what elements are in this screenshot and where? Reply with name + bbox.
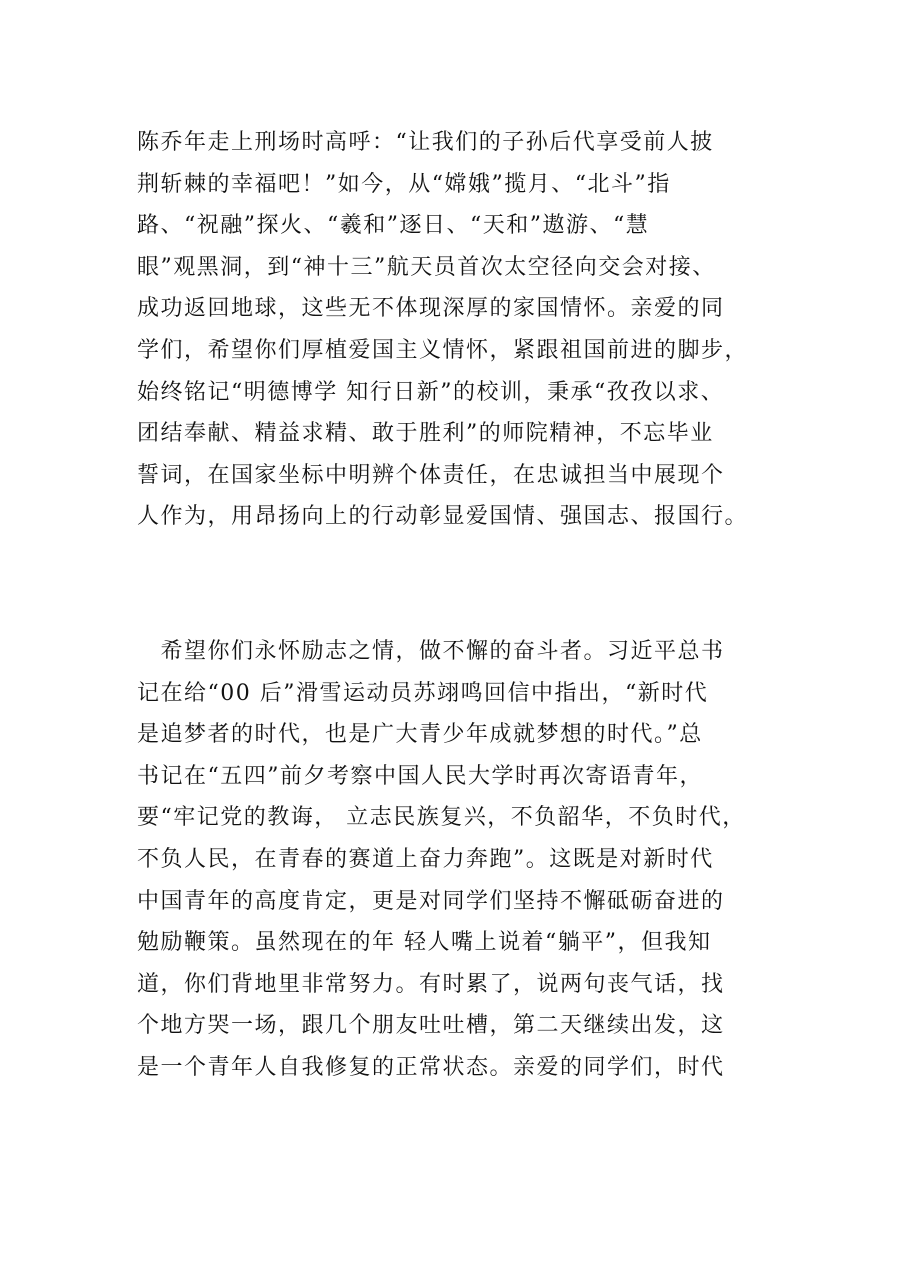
text-line: 记在给“00 后”滑雪运动员苏翊鸣回信中指出，“新时代: [137, 680, 709, 706]
text-line: 书记在“五四”前夕考察中国人民大学时再次寄语青年，: [137, 763, 703, 789]
text-line: 道，你们背地里非常努力。有时累了，说两句丧气话，找: [137, 971, 725, 997]
text-line: 是一个青年人自我修复的正常状态。亲爱的同学们，时代: [137, 1054, 725, 1080]
text-line: 陈乔年走上刑场时高呼：“让我们的子孙后代享受前人披: [137, 130, 714, 155]
text-line: 不负人民，在青春的赛道上奋力奔跑”。这既是对新时代: [137, 846, 714, 872]
text-line: 团结奉献、精益求精、敢于胜利”的师院精神，不忘毕业: [137, 421, 714, 447]
text-line: 始终铭记“明德博学 知行日新”的校训，秉承“孜孜以求、: [137, 379, 725, 405]
text-line: 誓词，在国家坐标中明辨个体责任，在忠诚担当中展现个: [137, 462, 725, 488]
text-line: 眼”观黑洞，到“神十三”航天员首次太空径向交会对接、: [137, 254, 716, 280]
paragraph-1: [137, 122, 797, 538]
text-line: 中国青年的高度肯定，更是对同学们坚持不懈砥砺奋进的: [137, 888, 725, 914]
text-line: 是追梦者的时代，也是广大青少年成就梦想的时代。”总: [137, 722, 703, 748]
paragraph-2: [137, 631, 797, 1089]
text-line: 勉励鞭策。虽然现在的年 轻人嘴上说着“躺平”，但我知: [137, 930, 712, 956]
text-line: 成功返回地球，这些无不体现深厚的家国情怀。亲爱的同: [137, 296, 725, 322]
text-line: 要“牢记党的教诲， 立志民族复兴，不负韶华，不负时代，: [137, 805, 746, 831]
text-line: 希望你们永怀励志之情，做不懈的奋斗者。习近平总书: [137, 639, 725, 664]
text-line: 荆斩棘的幸福吧！”如今，从“嫦娥”揽月、“北斗”指: [137, 171, 671, 197]
text-line: 人作为，用昂扬向上的行动彰显爱国情、强国志、报国行。: [137, 504, 749, 530]
text-line: 路、“祝融”探火、“羲和”逐日、“天和”遨游、“慧: [137, 213, 650, 239]
text-line: 学们，希望你们厚植爱国主义情怀，紧跟祖国前进的脚步，: [137, 337, 749, 363]
text-line: 个地方哭一场，跟几个朋友吐吐槽，第二天继续出发，这: [137, 1013, 725, 1039]
